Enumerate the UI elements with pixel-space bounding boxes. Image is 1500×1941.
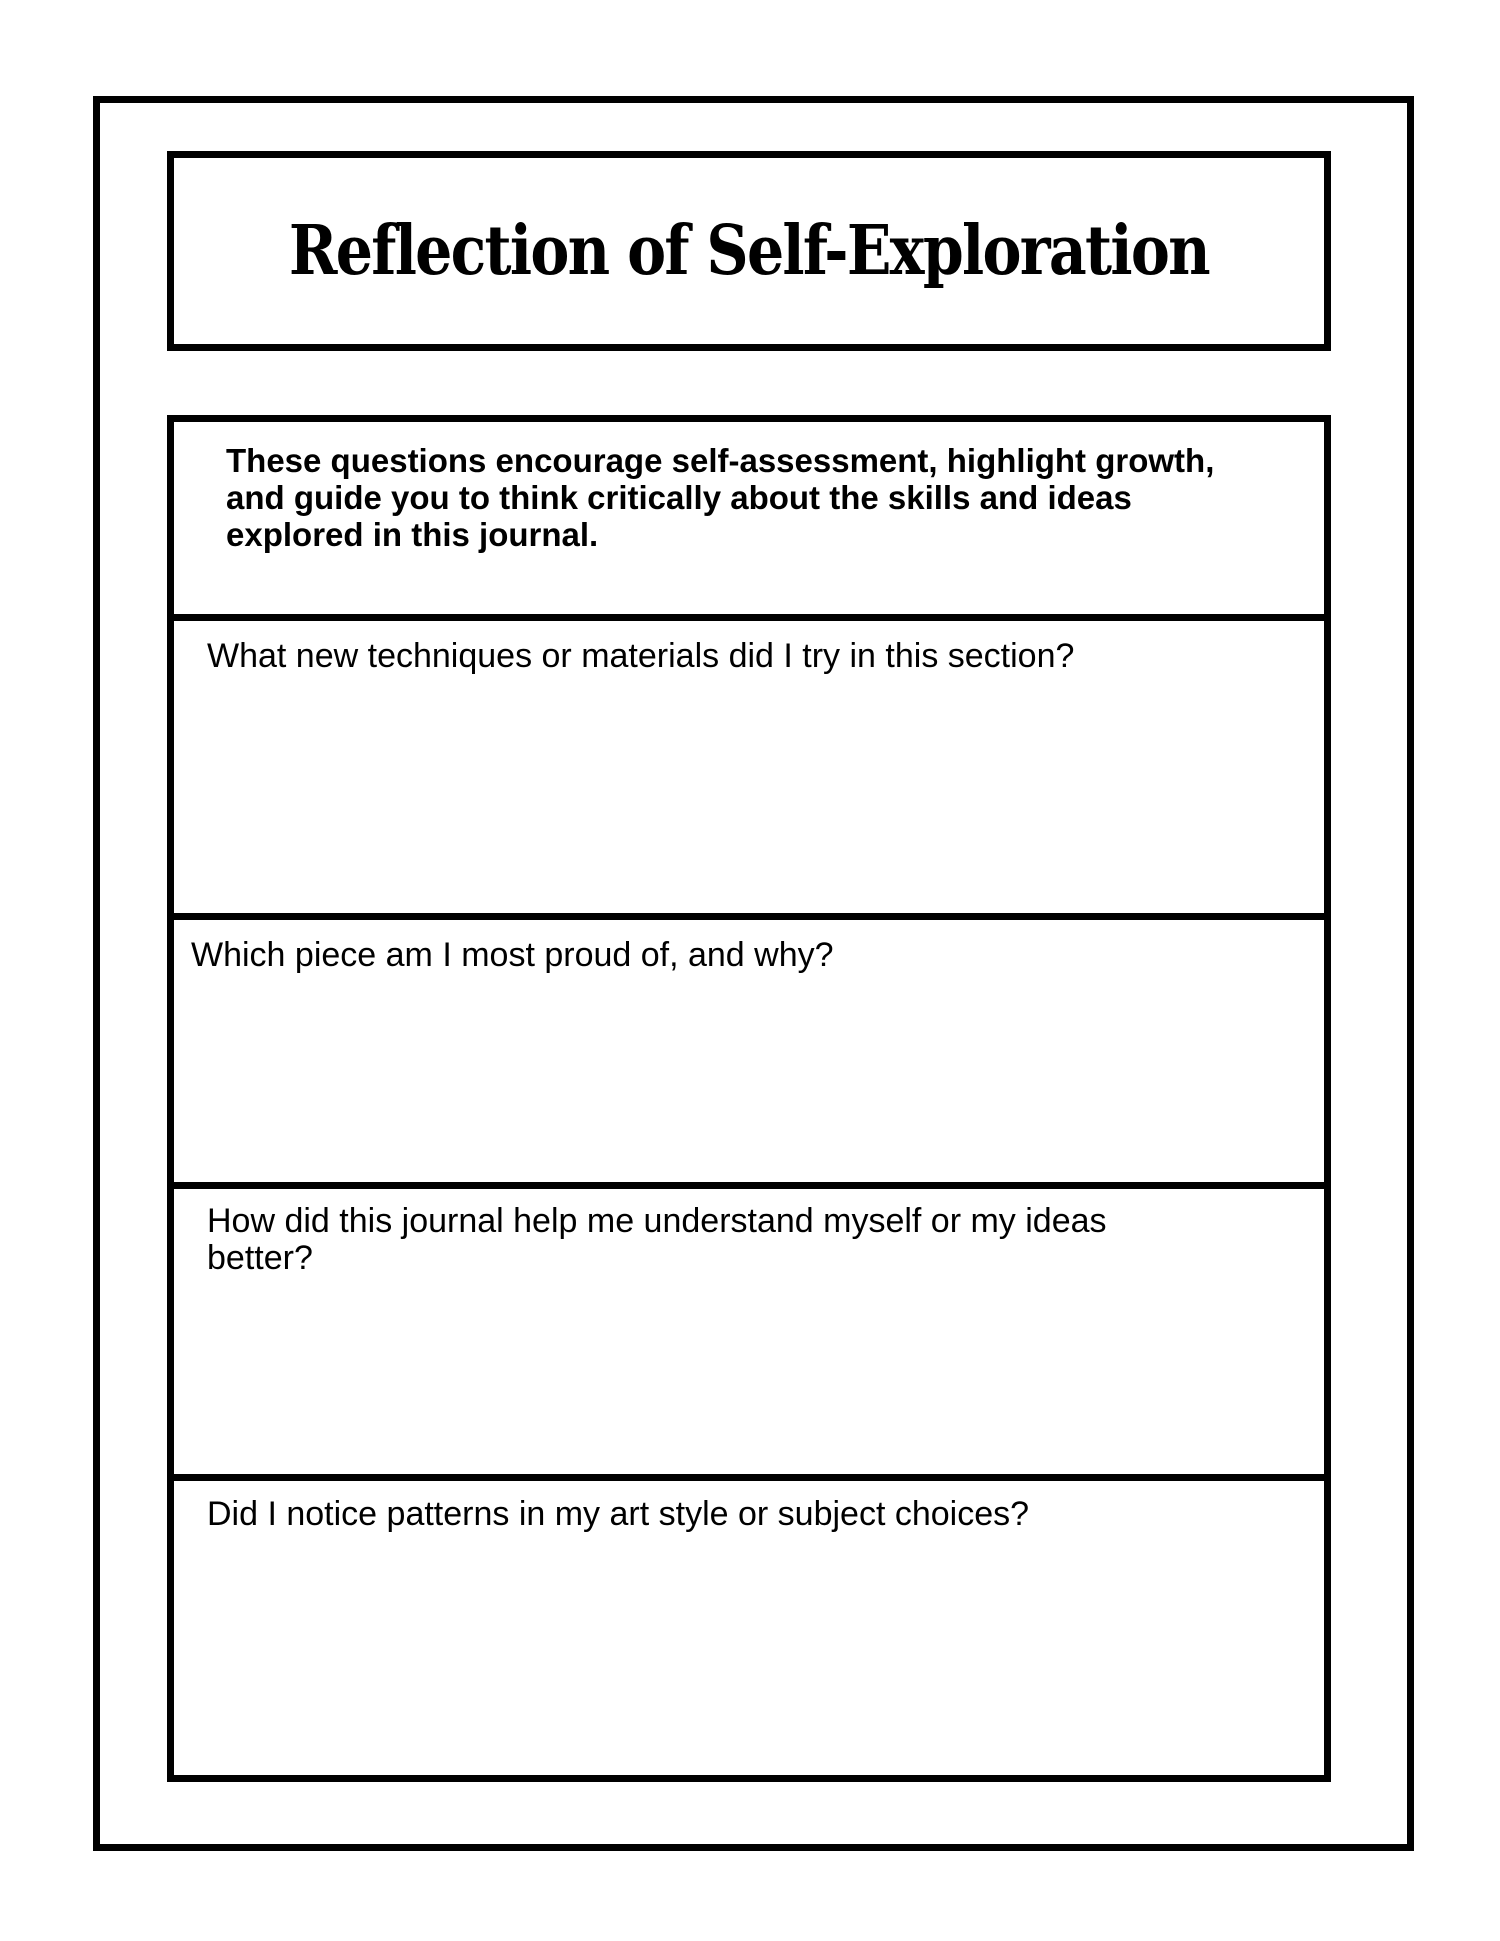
section-divider xyxy=(167,1182,1331,1189)
question-2-text: Which piece am I most proud of, and why? xyxy=(191,936,834,974)
question-section-4[interactable] xyxy=(174,1481,1324,1775)
intro-section xyxy=(174,422,1324,614)
question-section-1[interactable] xyxy=(174,621,1324,913)
section-divider xyxy=(167,913,1331,920)
page-title: Reflection of Self-Exploration xyxy=(288,211,1210,291)
question-4-text: Did I notice patterns in my art style or subject choices? xyxy=(207,1495,1030,1533)
question-1-text: What new techniques or materials did I try in this section? xyxy=(207,637,1075,675)
question-section-3[interactable] xyxy=(174,1189,1324,1474)
reflection-table xyxy=(167,415,1331,1782)
question-3-text: How did this journal help me understand myself or my ideas better? xyxy=(207,1202,1107,1277)
title-box xyxy=(167,151,1331,351)
intro-text: These questions encourage self-assessment, highlight growth, and guide you to think critically about the skills and ideas explored in this journal. xyxy=(226,442,1215,553)
section-divider xyxy=(167,1474,1331,1481)
section-divider xyxy=(167,614,1331,621)
question-section-2[interactable] xyxy=(174,920,1324,1182)
